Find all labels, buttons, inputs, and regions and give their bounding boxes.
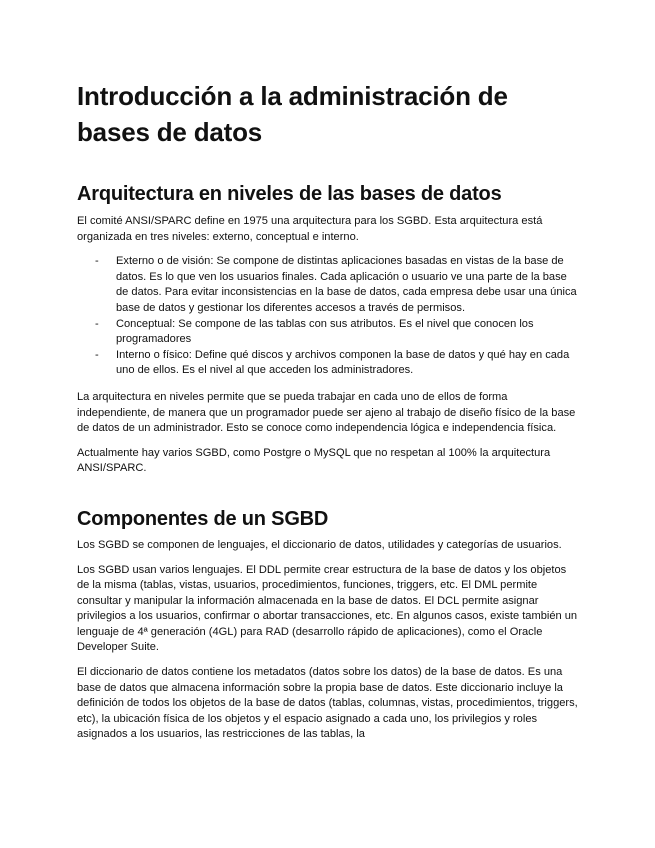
list-item-text: Interno o físico: Define qué discos y archivos componen la base de datos y qué hay en cada uno de ellos. Es el nivel al que acceden los administradores. — [116, 348, 570, 377]
paragraph-intro: El comité ANSI/SPARC define en 1975 una arquitectura para los SGBD. Esta arquitectura está organizada en tres niveles: externo, conceptual e interno. — [77, 215, 543, 243]
list-item-externo — [95, 254, 579, 316]
paragraph-independencia: La arquitectura en niveles permite que se pueda trabajar en cada uno de ellos de forma independiente, de manera que un programador puede ser ajeno al trabajo de diseño físico de la base de datos de un administrador. Esto se conoce como independencia lógica e independencia física. — [77, 390, 576, 435]
section-heading-arquitectura: Arquitectura en niveles de las bases de datos — [77, 183, 502, 205]
list-item-interno — [95, 348, 579, 379]
levels-list — [77, 254, 579, 379]
list-item-conceptual — [95, 317, 579, 348]
paragraph-sgbd-actuales: Actualmente hay varios SGBD, como Postgre o MySQL que no respetan al 100% la arquitectura ANSI/SPARC. — [77, 446, 551, 475]
list-bullet: - — [95, 317, 99, 330]
section-heading-componentes: Componentes de un SGBD — [77, 507, 329, 530]
document-title: Introducción a la administración de bases de datos — [77, 81, 508, 147]
list-bullet: - — [95, 348, 99, 361]
list-item-text: Externo o de visión: Se compone de distintas aplicaciones basadas en vistas de la base de datos. Es lo que ven los usuarios finales. Cada aplicación o usuario ve una parte de la base de datos. Para evitar inconsistencias en la base de datos, cada empresa debe usar una única base de datos y gestionar los diferentes accesos a través de permisos. — [116, 255, 577, 314]
paragraph-componentes: Los SGBD se componen de lenguajes, el diccionario de datos, utilidades y categorías de usuarios. — [77, 538, 562, 551]
paragraph-lenguajes: Los SGBD usan varios lenguajes. El DDL permite crear estructura de la base de datos y los objetos de la misma (tablas, vistas, usuarios, procedimientos, funciones, triggers, etc. El DML permite consultar y manipular la información almacenada en la base de datos. El DCL permite asignar privilegios a los usuarios, confirmar o abortar transacciones, etc. En algunos casos, existe también un lenguaje de 4ª generación (4GL) para RAD (desarrollo rápido de aplicaciones), como el Oracle Developer Suite. — [77, 563, 578, 654]
document-page — [77, 78, 579, 743]
list-item-text: Conceptual: Se compone de las tablas con sus atributos. Es el nivel que conocen los programadores — [116, 317, 534, 346]
list-bullet: - — [95, 255, 99, 268]
paragraph-diccionario: El diccionario de datos contiene los metadatos (datos sobre los datos) de la base de datos. Es una base de datos que almacena información sobre la propia base de datos. Este diccionario incluye la definición de todos los objetos de la base de datos (tablas, columnas, vistas, procedimientos, triggers, etc), la ubicación física de los objetos y el espacio asignado a cada uno, los privilegios y roles asignados a los usuarios, las restricciones de las tablas, la — [77, 666, 578, 741]
